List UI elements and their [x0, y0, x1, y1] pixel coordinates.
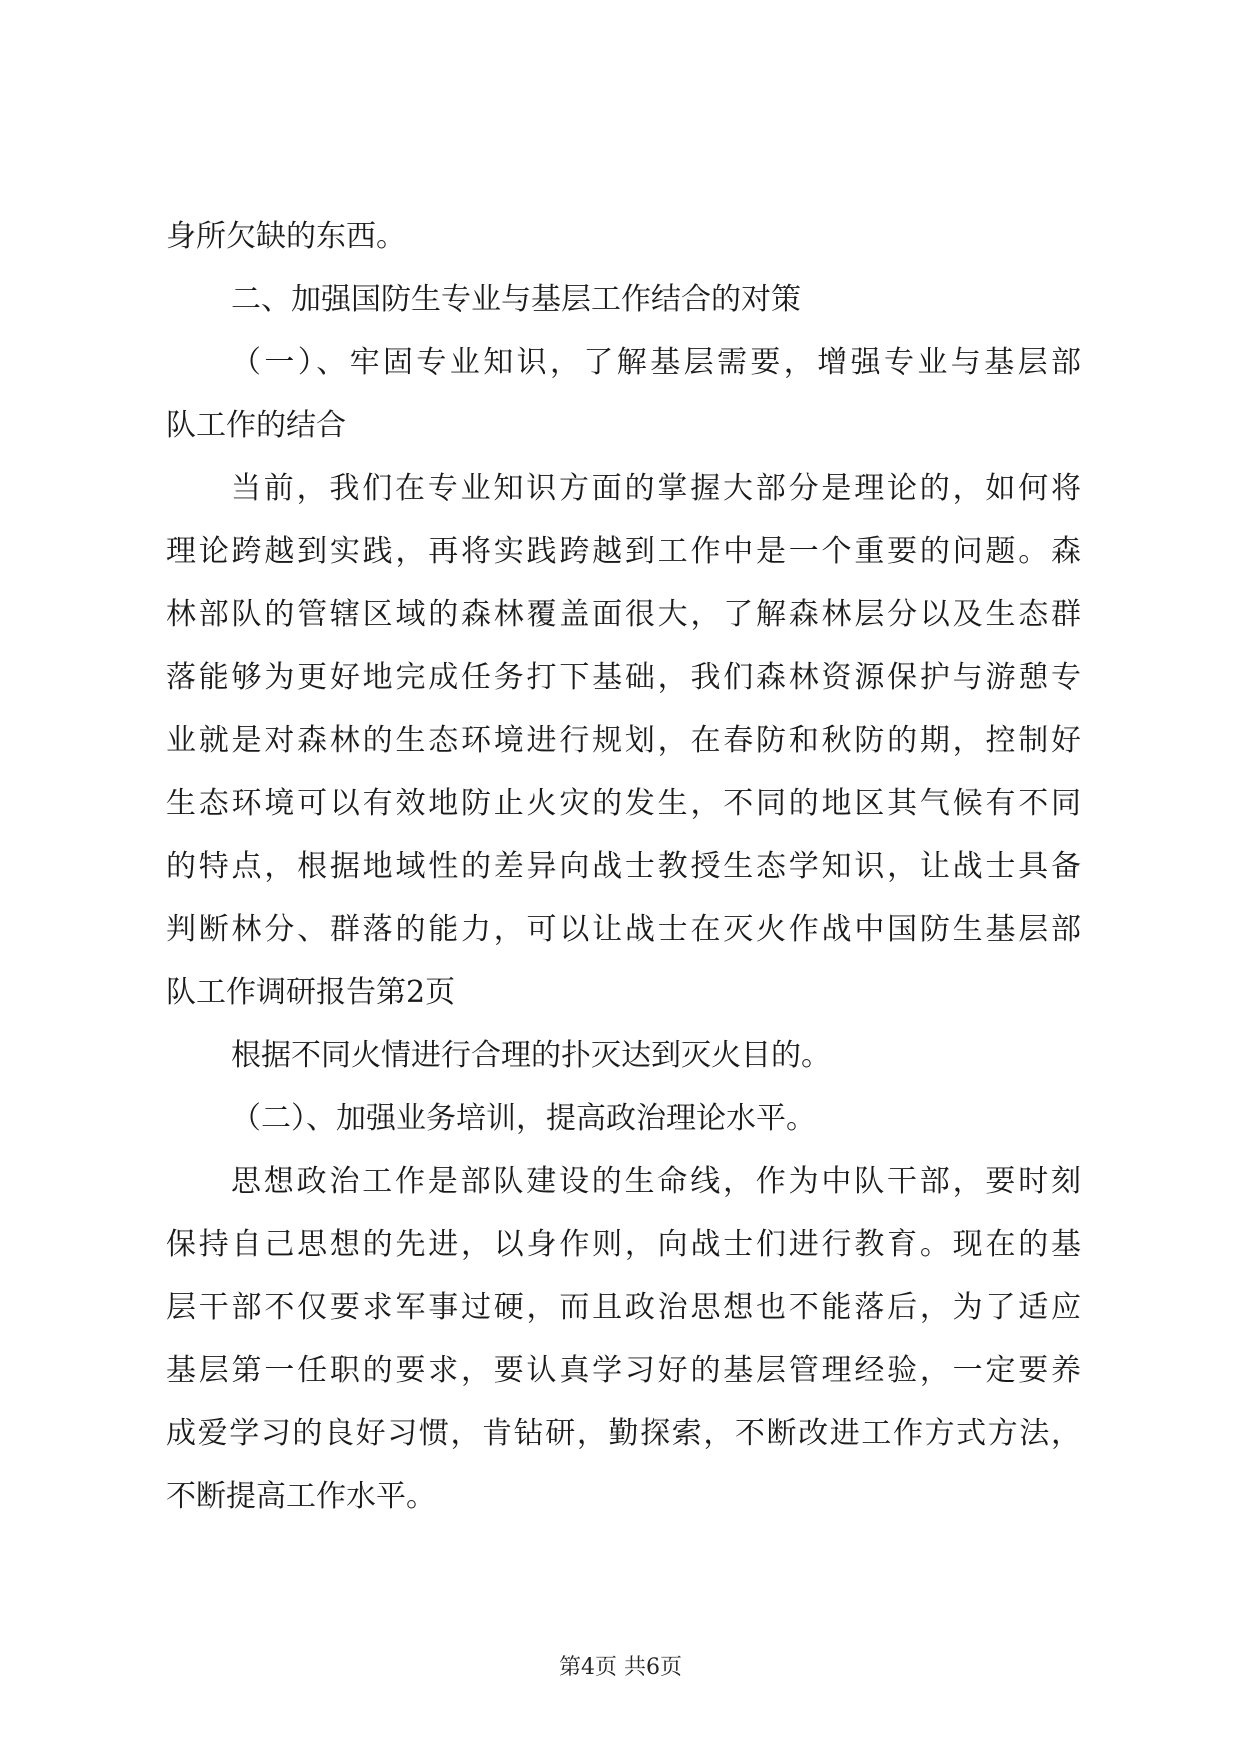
- paragraph-line: 林部队的管辖区域的森林覆盖面很大，了解森林层分以及生态群: [166, 597, 1081, 632]
- paragraph-line: 不断提高工作水平。: [166, 1479, 436, 1514]
- paragraph-line: 当前，我们在专业知识方面的掌握大部分是理论的，如何将: [231, 471, 1081, 506]
- page-footer: 第4页 共6页: [559, 1655, 682, 1680]
- paragraph-line: 理论跨越到实践，再将实践跨越到工作中是一个重要的问题。森: [166, 534, 1081, 569]
- subsection-heading: （一）、牢固专业知识，了解基层需要，增强专业与基层部: [231, 345, 1081, 380]
- paragraph-line: 队工作调研报告第2页: [166, 975, 456, 1010]
- paragraph-line: 层干部不仅要求军事过硬，而且政治思想也不能落后，为了适应: [166, 1290, 1081, 1325]
- paragraph-line: 根据不同火情进行合理的扑灭达到灭火目的。: [231, 1038, 831, 1073]
- paragraph-line: 成爱学习的良好习惯，肯钻研，勤探索，不断改进工作方式方法，: [166, 1416, 1081, 1451]
- subsection-heading-cont: 队工作的结合: [166, 408, 346, 443]
- section-heading: 二、加强国防生专业与基层工作结合的对策: [231, 282, 801, 317]
- subsection-heading: （二）、加强业务培训，提高政治理论水平。: [231, 1101, 816, 1136]
- paragraph-line: 落能够为更好地完成任务打下基础，我们森林资源保护与游憩专: [166, 660, 1081, 695]
- text-line: 身所欠缺的东西。: [166, 219, 406, 254]
- paragraph-line: 思想政治工作是部队建设的生命线，作为中队干部，要时刻: [231, 1164, 1081, 1199]
- paragraph-line: 判断林分、群落的能力，可以让战士在灭火作战中国防生基层部: [166, 912, 1081, 947]
- document-body: [166, 205, 1081, 1528]
- paragraph-line: 的特点，根据地域性的差异向战士教授生态学知识，让战士具备: [166, 849, 1081, 884]
- paragraph-line: 生态环境可以有效地防止火灾的发生，不同的地区其气候有不同: [166, 786, 1081, 821]
- paragraph-line: 保持自己思想的先进，以身作则，向战士们进行教育。现在的基: [166, 1227, 1081, 1262]
- paragraph-line: 业就是对森林的生态环境进行规划，在春防和秋防的期，控制好: [166, 723, 1081, 758]
- paragraph-line: 基层第一任职的要求，要认真学习好的基层管理经验，一定要养: [166, 1353, 1081, 1388]
